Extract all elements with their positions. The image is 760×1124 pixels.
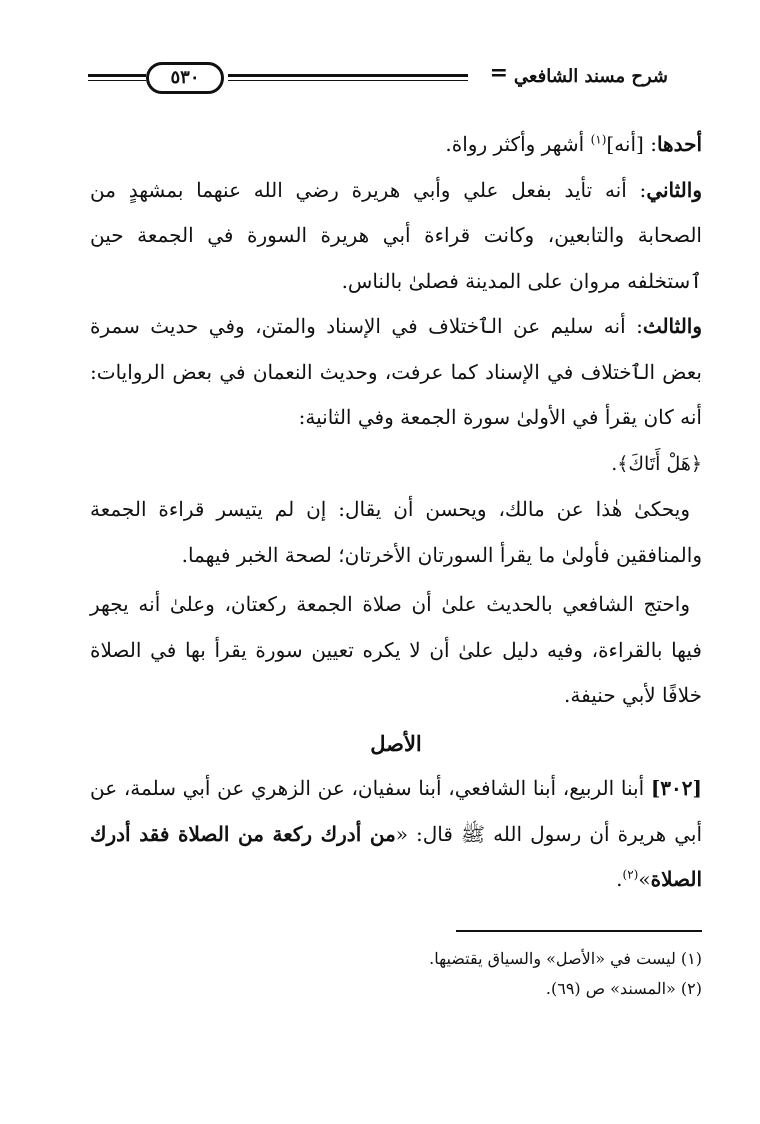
para-label: أحدها (656, 132, 702, 156)
footnotes (90, 944, 702, 1004)
paragraph-6 (90, 766, 702, 903)
header-rule-left (88, 74, 146, 77)
header-rule (228, 74, 468, 77)
quran-citation: ﴿هَلْ أَتَاكَ﴾. (611, 452, 702, 475)
paragraph-3 (90, 304, 702, 487)
paragraph-4: ويحكىٰ هٰذا عن مالك، ويحسن أن يقال: إن لم يتيسر قراءة الجمعة والمنافقين فأولىٰ ما يقرأ السورتان الأخرتان؛ لصحة الخبر فيهما. (90, 497, 702, 567)
page-number: ٥٣٠ (170, 67, 200, 88)
hadith-number: [٣٠٢] (650, 776, 702, 800)
para-text: : أنه تأيد بفعل علي وأبي هريرة رضي الله عنهما بمشهدٍ من الصحابة والتابعين، وكانت قراءة أبي هريرة السورة في الجمعة حين ٱستخلفه مروان على المدينة فصلىٰ بالناس. (90, 177, 702, 293)
running-title: شرح مسند الشافعي (513, 66, 668, 87)
paragraph-1 (90, 122, 702, 168)
para-text: أشهر وأكثر رواة. (445, 132, 591, 156)
header-rule-left-thin (88, 80, 146, 81)
header-ornament-right: = (489, 60, 508, 86)
running-header (88, 62, 668, 98)
main-text (90, 122, 702, 903)
page-number-badge (146, 62, 224, 94)
hadith-quote: من أدرك ركعة من الصلاة فقد أدرك الصلاة (90, 821, 702, 891)
para-text: : [أنه] (606, 132, 657, 156)
footnote-ref-1: (١) (590, 132, 607, 147)
footnote-separator (456, 930, 702, 932)
para-text: : أنه سليم عن الٱختلاف في الإسناد والمتن، وفي حديث سمرة بعض الٱختلاف في الإسناد كما عرفت، وحديث النعمان في بعض الروايات: أنه كان يقرأ في الأولىٰ سورة الجمعة وفي الثانية: (90, 314, 702, 429)
quote-close: » (638, 867, 651, 891)
section-heading: الأصل (370, 730, 422, 756)
para-text: أبنا الربيع، أبنا الشافعي، أبنا سفيان، عن الزهري عن أبي سلمة، عن أبي هريرة أن رسول الله ﷺ قال: « (90, 776, 703, 846)
para-text: . (616, 867, 623, 891)
header-rule-thin (228, 80, 468, 81)
para-label: والثاني (646, 177, 702, 202)
para-label: والثالث (642, 314, 702, 338)
paragraph-2 (90, 168, 702, 305)
footnote-ref-2: (٢) (622, 867, 639, 882)
footnote-2: (٢) «المسند» ص (٦٩). (545, 979, 702, 998)
paragraph-5: واحتج الشافعي بالحديث علىٰ أن صلاة الجمعة ركعتان، وعلىٰ أنه يجهر فيها بالقراءة، وفيه دليل علىٰ أن لا يكره تعيين سورة يقرأ بها في الصلاة خلافًا لأبي حنيفة. (90, 592, 702, 707)
footnote-1: (١) ليست في «الأصل» والسياق يقتضيها. (429, 949, 702, 968)
